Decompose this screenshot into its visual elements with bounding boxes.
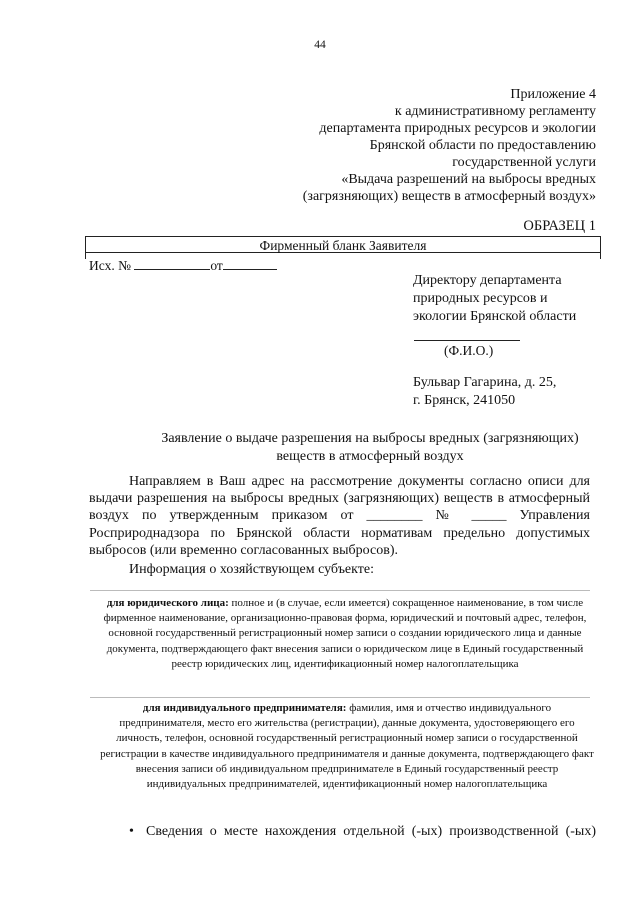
entrepreneur-fill-line xyxy=(90,697,590,698)
appendix-heading xyxy=(303,86,596,205)
appendix-line: «Выдача разрешений на выбросы вредных xyxy=(341,172,596,187)
legal-entity-hint-text: полное и (в случае, если имеется) сокращенное наименование, в том числе фирменное наименование, организационно-правовая форма, юридический и почтовый адрес, телефон, основной государственный регистрационный номер записи о создании юридического лица и данные документа, подтверждающего факт внесения записи о юридическом лице в Единый государственный реестр юридических лиц, идентификационный номер налогоплательщика xyxy=(103,597,587,670)
outgoing-date-blank xyxy=(223,257,277,270)
page-number: 44 xyxy=(314,39,326,51)
legal-entity-hint xyxy=(92,596,598,672)
entity-info-heading: Информация о хозяйствующем субъекте: xyxy=(129,562,374,577)
address-line: Бульвар Гагарина, д. 25, xyxy=(413,375,557,390)
fio-label: (Ф.И.О.) xyxy=(444,343,494,358)
appendix-line: департамента природных ресурсов и экологии xyxy=(319,121,596,136)
appendix-line: Приложение 4 xyxy=(510,87,596,102)
recipient-block xyxy=(413,272,576,326)
outgoing-number-blank xyxy=(134,257,210,270)
body-paragraph-text: Направляем в Ваш адрес на рассмотрение документы согласно описи для выдачи разрешения на выбросы вредных (загрязняющих) веществ в атмосферный воздух по утвержденным приказом от ________ № _____ Управления Росприроднадзора по Брянской области нормативам предельно допустимых выбросов (или временно согласованных выбросов). xyxy=(89,474,590,558)
appendix-line: государственной услуги xyxy=(452,155,596,170)
application-title xyxy=(0,430,640,466)
address-line: г. Брянск, 241050 xyxy=(413,393,516,408)
entrepreneur-hint xyxy=(100,701,594,792)
bullet-marker: • xyxy=(129,824,134,839)
entrepreneur-hint-text: фамилия, имя и отчество индивидуального предпринимателя, место его жительства (регистрации), данные документа, удостоверяющего его личность, телефон, основной государственный регистрационный номер записи о государственной регистрации в качестве индивидуального предпринимателя и данные документа, подтверждающего факт внесения записи об индивидуальном предпринимателе в Единый государственный реестр индивидуальных предпринимателей, идентификационный номер налогоплательщика xyxy=(100,702,594,791)
appendix-line: (загрязняющих) веществ в атмосферный воздух» xyxy=(302,189,596,204)
body-paragraph xyxy=(89,473,590,559)
outgoing-number-prefix: Исх. № xyxy=(89,258,131,273)
letterhead-box xyxy=(85,236,601,253)
letterhead-corner-mark xyxy=(600,252,601,259)
bullet-item-text: Сведения о месте нахождения отдельной (-ых) производственной (-ых) xyxy=(146,824,596,839)
sample-label: ОБРАЗЕЦ 1 xyxy=(523,218,596,234)
letterhead-label: Фирменный бланк Заявителя xyxy=(259,238,427,253)
outgoing-date-label: от xyxy=(210,258,223,273)
recipient-line: экологии Брянской области xyxy=(413,309,577,324)
letterhead-corner-mark xyxy=(85,252,86,259)
legal-entity-fill-line xyxy=(90,590,590,591)
outgoing-number xyxy=(89,257,277,274)
legal-entity-hint-label: для юридического лица: xyxy=(106,597,229,609)
application-title-line: веществ в атмосферный воздух xyxy=(276,449,464,464)
recipient-address xyxy=(413,374,556,410)
recipient-line: Директору департамента xyxy=(413,273,562,288)
recipient-line: природных ресурсов и xyxy=(413,291,548,306)
appendix-line: Брянской области по предоставлению xyxy=(369,138,596,153)
application-title-line: Заявление о выдаче разрешения на выбросы вредных (загрязняющих) xyxy=(161,431,579,446)
recipient-name-blank xyxy=(414,340,520,341)
entrepreneur-hint-label: для индивидуального предпринимателя: xyxy=(142,702,347,714)
appendix-line: к административному регламенту xyxy=(394,104,596,119)
